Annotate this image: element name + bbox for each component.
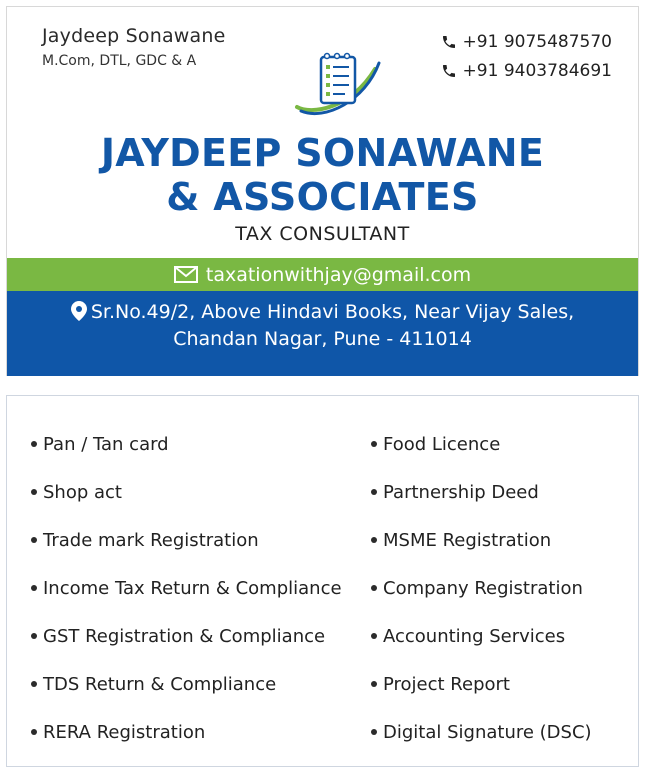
- service-label: Partnership Deed: [383, 481, 539, 503]
- address-line-2: Chandan Nagar, Pune - 411014: [173, 328, 472, 350]
- service-label: RERA Registration: [43, 721, 206, 743]
- service-item: [31, 468, 371, 516]
- bullet-icon: [371, 537, 377, 543]
- person-name: Jaydeep Sonawane: [42, 25, 226, 47]
- service-label: Company Registration: [383, 577, 583, 599]
- service-label: GST Registration & Compliance: [43, 625, 326, 647]
- company-tagline: TAX CONSULTANT: [235, 223, 410, 245]
- service-item: [371, 420, 592, 468]
- service-item: [371, 708, 592, 756]
- bullet-icon: [371, 489, 377, 495]
- service-item: [371, 564, 592, 612]
- service-label: Food Licence: [383, 433, 501, 455]
- address-bar: [7, 291, 638, 376]
- service-item: [31, 660, 371, 708]
- service-label: Shop act: [43, 481, 122, 503]
- email-address: taxationwithjay@gmail.com: [205, 263, 472, 286]
- service-label: Digital Signature (DSC): [383, 721, 592, 743]
- bullet-icon: [371, 681, 377, 687]
- company-name-line1: JAYDEEP SONAWANE: [100, 131, 545, 175]
- service-label: Pan / Tan card: [43, 433, 169, 455]
- phone-icon: [441, 63, 457, 79]
- service-label: Income Tax Return & Compliance: [43, 577, 342, 599]
- bullet-icon: [31, 489, 37, 495]
- bullet-icon: [31, 441, 37, 447]
- service-item: [31, 564, 371, 612]
- service-label: Accounting Services: [383, 625, 566, 647]
- company-name-line2: & ASSOCIATES: [166, 175, 479, 219]
- service-item: [371, 516, 592, 564]
- service-item: [371, 468, 592, 516]
- service-item: [31, 708, 371, 756]
- bullet-icon: [31, 729, 37, 735]
- phone-icon: [441, 34, 457, 50]
- bullet-icon: [371, 729, 377, 735]
- phone-number-text: +91 9075487570: [462, 31, 612, 52]
- services-column-right: [371, 420, 592, 756]
- mail-icon: [174, 266, 198, 283]
- person-info: [42, 25, 226, 69]
- bullet-icon: [31, 537, 37, 543]
- bullet-icon: [31, 585, 37, 591]
- business-card-front: [6, 6, 639, 376]
- service-label: MSME Registration: [383, 529, 552, 551]
- phone-number-2[interactable]: [441, 56, 612, 85]
- bullet-icon: [371, 633, 377, 639]
- bullet-icon: [31, 633, 37, 639]
- bullet-icon: [371, 441, 377, 447]
- company-block: [7, 131, 638, 245]
- phone-list: [441, 27, 612, 85]
- services-column-left: [31, 420, 371, 756]
- phone-number-1[interactable]: [441, 27, 612, 56]
- address-line-1-text: Sr.No.49/2, Above Hindavi Books, Near Vijay Sales,: [90, 301, 575, 323]
- service-item: [31, 612, 371, 660]
- service-label: Project Report: [383, 673, 510, 695]
- services-card: [6, 395, 639, 767]
- person-qualifications: M.Com, DTL, GDC & A: [42, 53, 197, 69]
- email-bar[interactable]: [7, 258, 638, 291]
- phone-number-text: +91 9403784691: [462, 60, 612, 81]
- service-item: [31, 516, 371, 564]
- service-item: [371, 660, 592, 708]
- address-line-1: [7, 299, 638, 326]
- service-item: [31, 420, 371, 468]
- service-label: Trade mark Registration: [43, 529, 259, 551]
- location-pin-icon: [71, 301, 87, 321]
- bullet-icon: [31, 681, 37, 687]
- service-item: [371, 612, 592, 660]
- checklist-logo-icon: [291, 49, 383, 119]
- services-list: [31, 420, 592, 756]
- service-label: TDS Return & Compliance: [43, 673, 277, 695]
- bullet-icon: [371, 585, 377, 591]
